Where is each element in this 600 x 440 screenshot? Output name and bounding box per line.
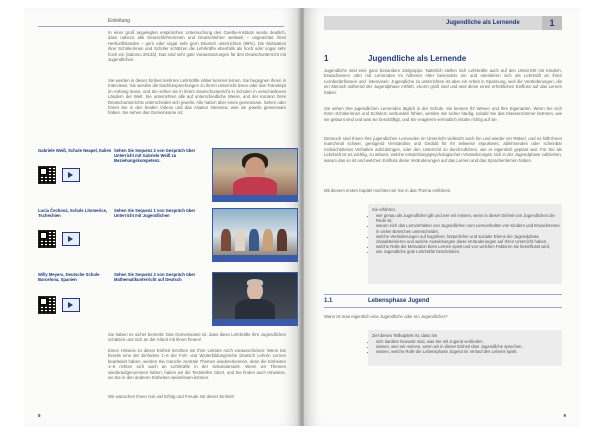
intro-paragraph-2: Sie werden in dieser Einheit mehrere Lehrkräfte näher kennen lernen. Sie begegnen ihnen in Interviews. Sie werden die Nachbesprechungen zu ihrem Unterricht lesen oder das Transkript im Anhang lesen, und Sie sehen sie in ihrem Deutschunterricht in Schulen in verschiedenen Ländern der Welt. Sie unterrichten alle auf unterschiedliche Weise, und der Kontext ihres Deutschunterrichts unterscheidet sich jeweils. Alle haben aber eines gemeinsam. Sehen oder hören Sie in den beiden Videos und das Asiaten Interview, was sie jeweils gemeinsam haben. Sie sehen das Gemeinsame ist:: [108, 78, 286, 116]
video-caption-2: Sehen Sie Sequenz 1 von Gespräch über Unterricht mit Jugendlichen: [114, 208, 196, 218]
learning-goals-lead: Sie erfahren,: [372, 207, 396, 212]
list-item: • sich darüber bewusst sind, was Sie mit Jugend verbinden,: [376, 339, 562, 344]
teacher-name-3: Willy Meyers, Deutsche Schule Barcelona, Spanien: [38, 272, 100, 282]
video-still-1: [212, 148, 298, 202]
qr-code-icon: [38, 166, 56, 184]
list-item: • welche Veränderungen auf kognitiver, körperlicher und sozialer Ebene die Jugendphase charakterisieren und welche Auswirkungen diese Veränderungen auf Ihren Unterricht haben,: [376, 234, 562, 244]
qr-code-icon: [38, 230, 56, 248]
teacher-name-1: Gabriele Weiß, Schule Neapel, Italien: [38, 148, 112, 153]
right-page: [304, 8, 580, 426]
video-still-2: [212, 208, 298, 262]
chapter-paragraph-3: Dennoch sind Ihnen Ihre jugendlichen Lernenden im Unterricht vielleicht auch hin und wieder ein Rätsel, und es fällt Ihnen manchmal schwer, genügend Verständnis und Geduld für ihr teilweise impulsives, ablehnendes oder scheinbar rücksichtsloses Verhalten aufzubringen, oder den Unterricht so durchzuführen, wie er eigentlich geplant war. Für Sie als Lehrkraft ist es wichtig, zu wissen, welche entwicklungspsychologischen Veränderungen sich in der Jugendphase vollziehen, warum das so ist und welchen Einfluss diese Veränderungen auf das Lernen und das Sprachenlernen haben.: [324, 136, 562, 163]
outro-paragraph-3: Wir wünschen Ihnen nun viel Erfolg und Freude mit dieser Einheit!: [108, 394, 234, 399]
list-item: • warum sich das Lernverhalten von Jugendlichen vom Lernverhalten von Kindern und Erwachsenen in vielen Bereichen unterscheidet,: [376, 223, 562, 233]
chapter-number: 1: [324, 54, 329, 63]
video-icon: [62, 298, 80, 312]
learning-goals-box: [368, 204, 562, 284]
qr-code-icon: [38, 296, 56, 314]
running-head-right-text: Jugendliche als Lernende: [446, 20, 520, 26]
page-number-left: 8: [38, 413, 41, 418]
video-icon: [62, 232, 80, 246]
chapter-title: Jugendliche als Lernende: [368, 54, 467, 63]
list-item: • welche Rolle die Motivation beim Lernen spielt und von welchen Faktoren sie beeinflusst wird,: [376, 244, 562, 249]
running-head-right: [324, 16, 562, 30]
section-goals-box: [368, 330, 562, 366]
list-item: • wie Jugendliche gute Lehrkräfte beschreiben.: [376, 249, 562, 254]
section-rule: [324, 307, 562, 308]
video-icon: [62, 168, 80, 182]
list-item: • wissen, welche Rolle die Lebensphase Jugend im Verlauf des Lebens spielt.: [376, 349, 562, 354]
video-caption-3: Sehen Sie Sequenz 2 von Gespräch über Mathematikunterricht auf Deutsch: [114, 272, 196, 282]
running-head-left-text: Einleitung: [108, 18, 130, 24]
chapter-paragraph-2: Sie sehen Ihre jugendlichen Lernenden täglich in der Schule. Sie kennen Ihr Wesen und Ihre Eigenarten. Wenn Sie sich Ihren Schülerinnen und Schülern verbunden fühlen, werden Sie sicher häufig, sobald Sie das Klassenzimmer betreten, wie sie gelaunt sind und was sie beschäftigt, und Sie reagieren vermutlich intuitiv richtig auf sie.: [324, 106, 562, 122]
video-caption-1: Sehen Sie Sequenz 2 von Gespräch über Unterricht mit Gabriele Weiß zu Beziehungskompetenz.: [114, 148, 196, 163]
teacher-name-2: Lucia Čechová, Schule Litomerice, Tschechien: [38, 208, 108, 218]
open-book: [24, 8, 580, 426]
video-still-3: [212, 272, 298, 326]
chapter-paragraph-4: Mit diesem ersten Kapitel möchten wir Sie in das Thema einführen.: [324, 188, 452, 193]
list-item: • wer genau als Jugendlicher gilt und wer wir meinen, wenn in dieser Einheit von Jugendlichen die Rede ist,: [376, 213, 562, 223]
section-rule: [324, 294, 562, 295]
intro-paragraph-1: In einer groß angelegten empirischen Untersuchung des Goethe-Instituts wurde deutlich, dass nahezu alle Deutschlehrerinnen und Deutschlehrer weltweit – ungeachtet ihres Herkunftslandes – gern oder sogar sehr gern Deutsch unterrichten (98%). Die Motivation ihrer Schülerinnen und Schüler schätzen die Lehrkräfte ebenfalls als hoch oder sogar sehr hoch ein (Salomo 2014b). Das sind sehr gute Voraussetzungen für den Deutschunterricht mit Jugendlichen.: [108, 30, 286, 63]
outro-paragraph-1: Sie haben es sicher bemerkt: Das Gemeinsame ist, dass diese Lehrkräfte ihre Jugendlichen schätzen und sich an der Arbeit mit ihnen freuen!: [108, 332, 286, 343]
section-lead: Wann ist man eigentlich eine Jugendliche oder ein Jugendlicher?: [324, 314, 448, 319]
running-head-left: [38, 16, 284, 27]
section-title: Lebensphase Jugend: [368, 298, 430, 304]
left-page: [24, 8, 300, 426]
chapter-tab: 1: [542, 16, 562, 30]
page-number-right: 9: [563, 413, 566, 418]
section-goals-lead: Ziel dieses Teilkapitels ist, dass Sie: [372, 333, 438, 338]
list-item: • wissen, wen wir meinen, wenn wir in dieser Einheit über Jugendliche sprechen,: [376, 344, 562, 349]
section-number: 1.1: [324, 298, 333, 304]
chapter-paragraph-1: Jugendliche sind eine ganz besondere Zielgruppe. Natürlich stellen sich Lehrkräfte auch auf den Unterricht mit Kindern, Erwachsenen oder mit Lernenden im höheren Alter besonders ein und orientieren sich als Lehrkraft an ihren Lernbedürfnissen und -interessen. Jugendliche zu unterrichten ist aber ein Arbeit in Spannung, weil die Veränderungen, die ein Mensch während der Jugendphase erfährt, enorm groß sind und weil diese einen erheblichen Einfluss auf das Lernen haben.: [324, 68, 562, 95]
outro-paragraph-2: Einen Hinweis zu dieser Einheit möchten wir Ihrer Lektüre noch vorausschicken: Wenn Sie bereits eine der Einheiten 1–6 der Fort- und Weiterbildungsreihe Deutsch Lehren Lernen bearbeitet haben, werden Sie manche zentrale Themen wiedererkennen, denn die Einheiten 1–6 richten sich auch an Lehrkräfte in der Sekundarstufe. Wenn wir Themen wiederaufgenommen haben, haben wir die Textstellen zitiert, und Sie finden auch Hinweise, wo Sie in den anderen Einheiten weiterlesen können.: [108, 348, 286, 381]
